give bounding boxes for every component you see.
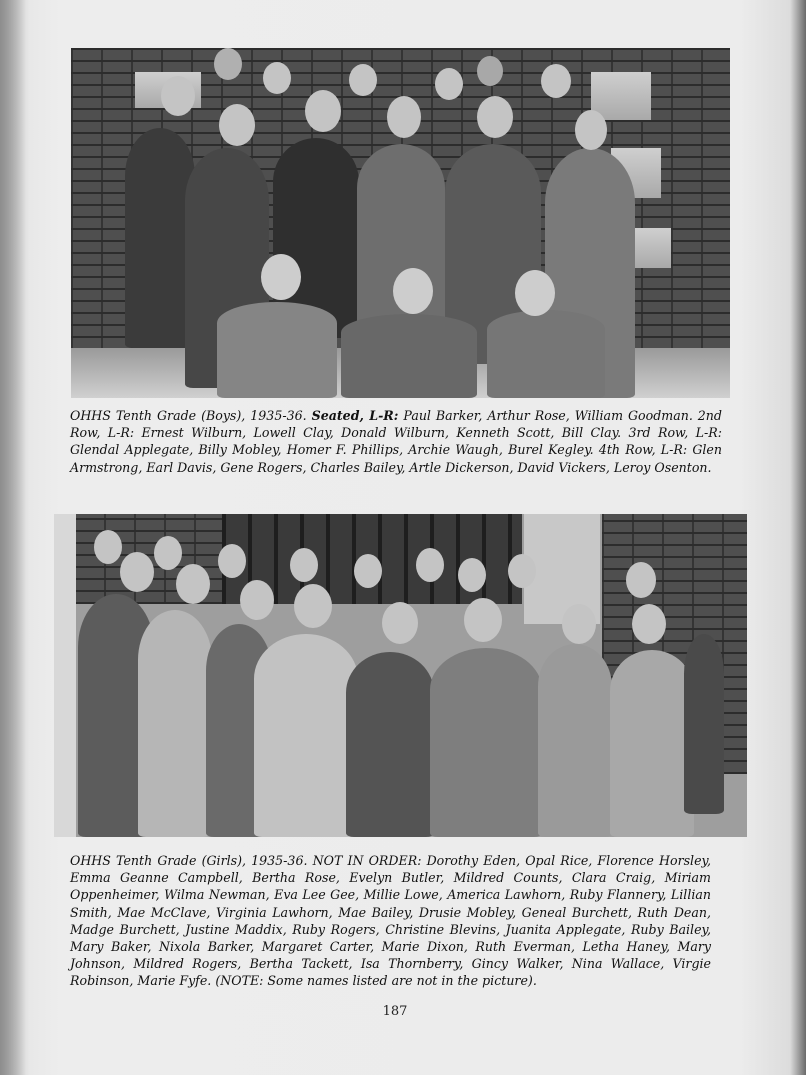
student-head	[575, 110, 607, 150]
student-figure	[684, 634, 724, 814]
student-head	[541, 64, 571, 98]
student-head	[154, 536, 182, 570]
student-figure	[538, 644, 612, 837]
student-head	[435, 68, 463, 100]
student-head	[515, 270, 555, 316]
caption-title: OHHS Tenth Grade (Boys), 1935-36.	[70, 408, 307, 423]
student-head	[477, 96, 513, 138]
student-head	[294, 584, 332, 628]
stone-column	[54, 514, 76, 837]
student-head	[477, 56, 503, 86]
row-names: Paul Barker, Arthur Rose, William Goodman.	[403, 408, 693, 423]
row-label: 3rd Row, L-R:	[628, 425, 723, 441]
student-head	[458, 558, 486, 592]
student-figure	[341, 314, 477, 398]
student-figure	[254, 634, 358, 837]
names-list: Dorothy Eden, Opal Rice, Florence Horsley, Emma Geanne Campbell, Bertha Rose, Evelyn Butler, Mildred Counts, Clara Craig, Miriam Oppenheimer, Wilma Newman, Eva Lee Gee, Millie Lowe, America Lawhorn, Ruby Flannery, Lillian Smith, Mae McClave, Virginia Lawhorn, Mae Bailey, Drusie Mobley, Geneal Burchett, Ruth Dean, Madge Burchett, Justine Maddix, Ruby Rogers, Christine Blevins, Juanita Applegate, Ruby Bailey, Mary Baker, Nixola Barker, Margaret Carter, Marie Dixon, Ruth Everman, Letha Haney, Mary Johnson, Mildred Rogers, Bertha Tackett, Isa Thornberry, Gincy Walker, Nina Wallace, Virgie Robinson, Marie Fyfe.	[70, 853, 711, 989]
student-figure	[430, 648, 542, 837]
row-label: 2nd Row, L-R:	[70, 408, 722, 441]
student-head	[176, 564, 210, 604]
student-head	[416, 548, 444, 582]
student-figure	[487, 310, 605, 398]
student-head	[354, 554, 382, 588]
student-head	[94, 530, 122, 564]
student-figure	[138, 610, 212, 837]
student-figure	[610, 650, 694, 837]
boys-class-photo	[71, 48, 730, 398]
student-head	[349, 64, 377, 96]
stone-block	[631, 228, 671, 268]
binding-shadow	[0, 0, 26, 1075]
caption-note: (NOTE: Some names listed are not in the picture).	[215, 973, 537, 989]
student-head	[464, 598, 502, 642]
student-head	[626, 562, 656, 598]
row-label: Seated, L-R:	[311, 408, 399, 423]
student-head	[214, 48, 242, 80]
student-head	[120, 552, 154, 592]
girls-photo-caption	[70, 852, 711, 990]
student-head	[393, 268, 433, 314]
student-head	[240, 580, 274, 620]
student-head	[508, 554, 536, 588]
row-names: Glen Armstrong, Earl Davis, Gene Rogers, Charles Bailey, Artle Dickerson, David Vickers, Leroy Osenton.	[70, 442, 722, 475]
student-head	[382, 602, 418, 644]
page-number: 187	[382, 1004, 408, 1019]
student-head	[290, 548, 318, 582]
student-figure	[346, 652, 434, 837]
boys-photo-caption	[70, 407, 722, 476]
row-names: Ernest Wilburn, Lowell Clay, Donald Wilburn, Kenneth Scott, Bill Clay.	[141, 425, 622, 441]
caption-title: OHHS Tenth Grade (Girls), 1935-36.	[70, 853, 308, 868]
student-head	[263, 62, 291, 94]
student-head	[387, 96, 421, 138]
student-head	[305, 90, 341, 132]
student-head	[261, 254, 301, 300]
girls-class-photo	[54, 514, 747, 837]
student-head	[219, 104, 255, 146]
student-head	[632, 604, 666, 644]
student-head	[562, 604, 596, 644]
row-names: Glendal Applegate, Billy Mobley, Homer F. Phillips, Archie Waugh, Burel Kegley.	[70, 442, 594, 458]
student-head	[218, 544, 246, 578]
student-figure	[217, 302, 337, 398]
order-label: NOT IN ORDER:	[312, 853, 422, 868]
row-label: 4th Row, L-R:	[598, 442, 688, 458]
student-head	[161, 76, 195, 116]
